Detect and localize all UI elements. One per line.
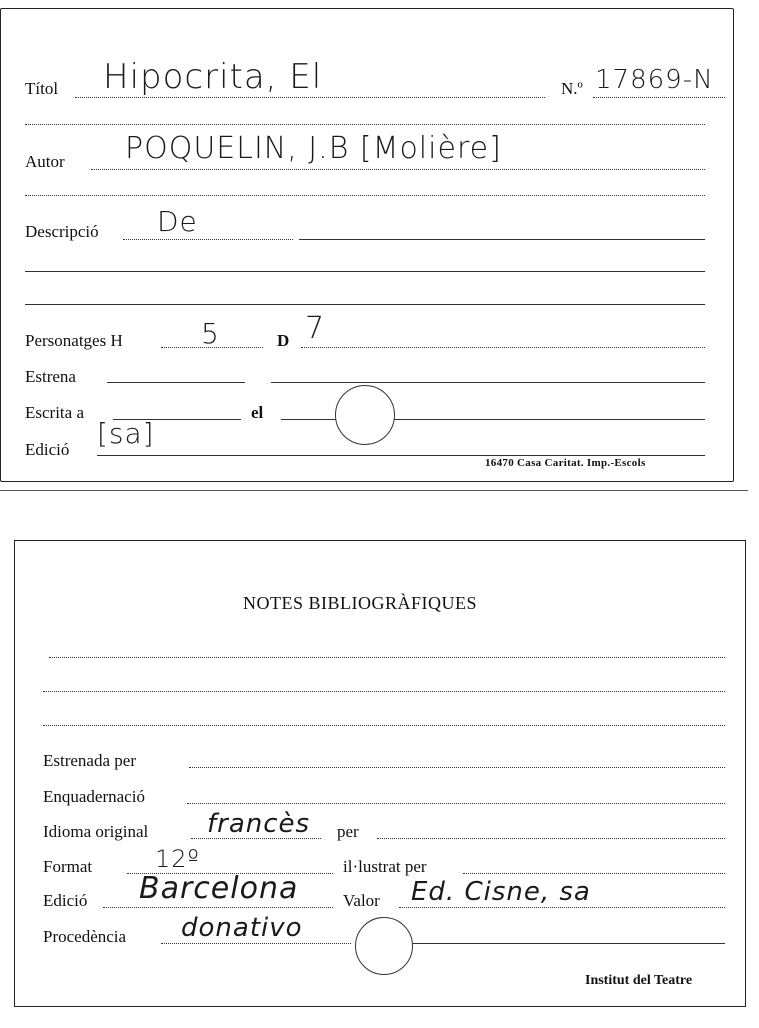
personatges-h-value: 5 bbox=[201, 317, 220, 350]
edicio-back-label: Edició bbox=[43, 891, 88, 910]
illustrat-line bbox=[463, 873, 725, 874]
number-line bbox=[593, 97, 725, 98]
per-label: per bbox=[337, 822, 359, 841]
blank-line bbox=[25, 271, 705, 272]
notes-heading: NOTES BIBLIOGRÀFIQUES bbox=[243, 593, 478, 613]
descripcio-line-2 bbox=[299, 239, 705, 240]
edicio-label: Edició bbox=[25, 440, 70, 459]
illustrat-label: il·lustrat per bbox=[343, 857, 427, 876]
institution-label: Institut del Teatre bbox=[585, 973, 693, 988]
procedencia-line bbox=[161, 943, 351, 944]
autor-value: POQUELIN, J.B [Molière] bbox=[125, 131, 502, 166]
idioma-value: francès bbox=[207, 809, 311, 839]
personatges-d-value: 7 bbox=[305, 311, 326, 346]
blank-line bbox=[25, 304, 705, 305]
format-label: Format bbox=[43, 857, 93, 876]
blank-line bbox=[25, 195, 705, 196]
estrena-label: Estrena bbox=[25, 367, 76, 386]
titol-label: Títol bbox=[25, 79, 59, 98]
blank-line bbox=[49, 657, 725, 658]
punch-hole bbox=[355, 917, 413, 975]
catalog-card-front bbox=[0, 8, 734, 482]
estrenada-line bbox=[189, 767, 725, 768]
procedencia-value: donativo bbox=[181, 913, 303, 943]
edicio-line bbox=[97, 455, 705, 456]
blank-line bbox=[43, 691, 725, 692]
estrenada-label: Estrenada per bbox=[43, 751, 136, 770]
personatges-d-label: D bbox=[277, 331, 290, 350]
descripcio-line bbox=[123, 239, 293, 240]
valor-value: Ed. Cisne, sa bbox=[411, 877, 591, 907]
number-label: N.º bbox=[561, 79, 583, 98]
edicio-back-value: Barcelona bbox=[139, 871, 299, 906]
valor-line bbox=[399, 907, 725, 908]
autor-line bbox=[91, 169, 705, 170]
descripcio-label: Descripció bbox=[25, 222, 99, 241]
cut-line bbox=[0, 490, 748, 491]
titol-line bbox=[75, 97, 545, 98]
estrena-line-2 bbox=[271, 382, 705, 383]
estrena-line-1 bbox=[107, 382, 245, 383]
blank-line bbox=[43, 725, 725, 726]
valor-label: Valor bbox=[343, 891, 380, 910]
enquadernacio-line bbox=[187, 803, 725, 804]
edicio-value: [sa] bbox=[97, 417, 155, 450]
printer-note: 16470 Casa Caritat. Imp.-Escols bbox=[485, 457, 646, 469]
escrita-el-label: el bbox=[251, 403, 264, 422]
enquadernacio-label: Enquadernació bbox=[43, 787, 145, 806]
catalog-card-back bbox=[14, 540, 746, 1007]
edicio-back-line bbox=[103, 907, 333, 908]
idioma-label: Idioma original bbox=[43, 822, 149, 841]
titol-value: Hipocrita, El bbox=[103, 57, 323, 97]
per-line bbox=[377, 838, 725, 839]
format-value: 12º bbox=[155, 845, 200, 873]
escrita-label: Escrita a bbox=[25, 403, 84, 422]
personatges-d-line bbox=[301, 347, 705, 348]
personatges-label: Personatges H bbox=[25, 331, 123, 350]
blank-line bbox=[25, 124, 705, 125]
punch-hole bbox=[335, 385, 395, 445]
number-value: 17869-N bbox=[595, 65, 714, 95]
procedencia-line-2 bbox=[411, 943, 725, 944]
descripcio-value: De bbox=[157, 205, 198, 238]
procedencia-label: Procedència bbox=[43, 927, 127, 946]
autor-label: Autor bbox=[25, 152, 65, 171]
